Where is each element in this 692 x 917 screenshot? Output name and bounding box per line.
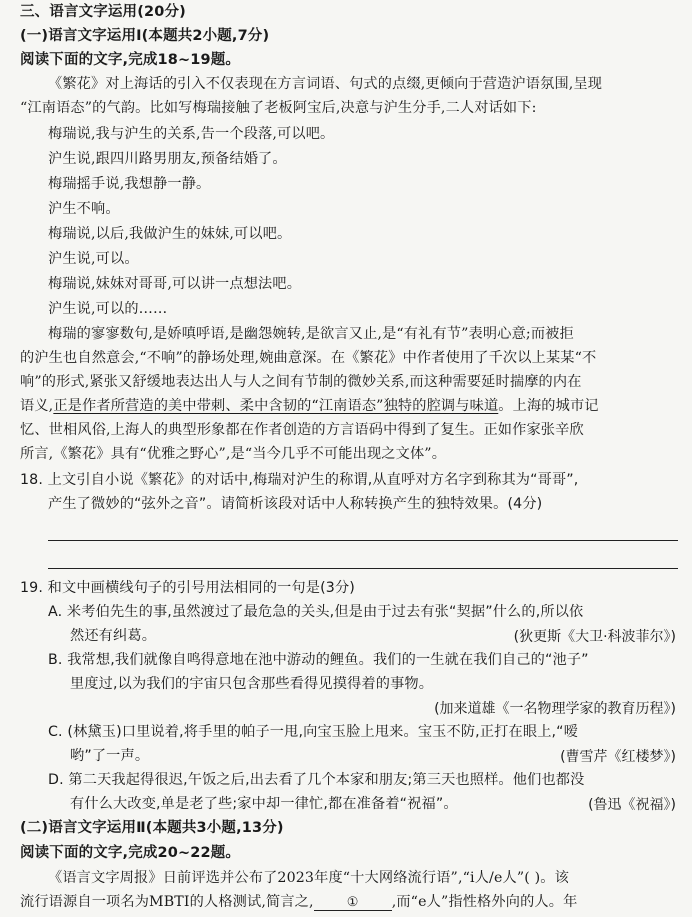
q19-option-b-source: (加来道雄《一名物理学家的教育历程》)	[434, 701, 676, 717]
analysis-line1: 梅瑞的寥寥数句,是娇嗔呼语,是幽怨婉转,是欲言又止,是“有礼有节”表明心意;而被拒	[48, 326, 574, 342]
passage1-intro-line2: “江南语态”的气韵。比如写梅瑞接触了老板阿宝后,决意与沪生分手,二人对话如下:	[20, 100, 537, 116]
analysis-line2: 的沪生也自然意会,“不响”的静场处理,婉曲意深。在《繁花》中作者使用了千次以上某某“不	[20, 350, 597, 366]
q19-option-d-line1: D. 第二天我起得很迟,午饭之后,出去看了几个本家和朋友;第三天也照样。他们也都没	[48, 772, 585, 788]
analysis-line4	[20, 396, 678, 416]
underlined-sentence: 正是作者所营造的美中带刺、柔中含韧的“江南语态”独特的腔调与味道	[53, 398, 499, 414]
q19-option-b-line2: 里度过,以为我们的宇宙只包含那些看得见摸得着的事物。	[70, 676, 434, 692]
dialogue-line: 沪生说,可以。	[48, 251, 139, 267]
passage2-line2-post: ,而“e人”指性格外向的人。年	[391, 894, 578, 910]
q19-option-c-source: (曹雪芹《红楼梦》)	[560, 749, 676, 765]
analysis-line6: 所言,《繁花》具有“优雅之野心”,是“当今几乎不可能出现之文体”。	[20, 446, 447, 462]
dialogue-line: 梅瑞说,妹妹对哥哥,可以讲一点想法吧。	[48, 276, 302, 292]
q19-stem: 19. 和文中画横线句子的引号用法相同的一句是(3分)	[20, 580, 355, 596]
part2-title: (二)语言文字运用Ⅱ(本题共3小题,13分)	[20, 820, 284, 836]
q19-option-d-line2: 有什么大改变,单是老了些;家中却一律忙,都在准备着“祝福”。	[70, 796, 458, 812]
dialogue-line: 沪生说,可以的……	[48, 301, 168, 317]
answer-line	[48, 540, 678, 541]
analysis-line4-post: 。上海的城市记	[498, 398, 599, 414]
dialogue-line: 沪生不响。	[48, 201, 120, 217]
q18-line2: 产生了微妙的“弦外之音”。请简析该段对话中人称转换产生的独特效果。(4分)	[48, 496, 543, 512]
fill-blank-1: ①	[314, 895, 392, 911]
passage2-line2	[20, 892, 678, 912]
dialogue-line: 梅瑞说,我与沪生的关系,告一个段落,可以吧。	[48, 126, 335, 142]
part2-instruction: 阅读下面的文字,完成20~22题。	[20, 845, 241, 861]
q19-option-a-source: (狄更斯《大卫·科波菲尔》)	[513, 629, 676, 645]
analysis-line4-pre: 语义,	[20, 398, 54, 414]
passage2-line1: 《语言文字周报》日前评选并公布了2023年度“十大网络流行语”,“i人/e人”( )。该	[48, 870, 569, 886]
q19-option-d-source: (鲁迅《祝福》)	[588, 797, 676, 813]
q19-option-a-line2: 然还有纠葛。	[70, 628, 157, 644]
dialogue-line: 梅瑞说,以后,我做沪生的妹妹,可以吧。	[48, 226, 292, 242]
part1-instruction: 阅读下面的文字,完成18~19题。	[20, 52, 241, 68]
part1-title: (一)语言文字运用Ⅰ(本题共2小题,7分)	[20, 28, 270, 44]
dialogue-line: 沪生说,跟四川路男朋友,预备结婚了。	[48, 151, 287, 167]
passage1-intro-line1: 《繁花》对上海话的引入不仅表现在方言词语、句式的点缀,更倾向于营造沪语氛围,呈现	[48, 76, 603, 92]
q19-option-c-line2: 哟”了一声。	[70, 748, 150, 764]
answer-line	[48, 568, 678, 569]
q19-option-a-line1: A. 米考伯先生的事,虽然渡过了最危急的关头,但是由于过去有张“契据”什么的,所以依	[48, 604, 584, 620]
dialogue-line: 梅瑞摇手说,我想静一静。	[48, 176, 211, 192]
analysis-line5: 忆、世相风俗,上海人的典型形象都在作者创造的方言语码中得到了复生。正如作家张辛欣	[20, 422, 584, 438]
q18-line1: 18. 上文引自小说《繁花》的对话中,梅瑞对沪生的称谓,从直呼对方名字到称其为“哥哥”,	[20, 472, 579, 488]
q19-option-c-line1: C. (林黛玉)口里说着,将手里的帕子一甩,向宝玉脸上甩来。宝玉不防,正打在眼上,“嗳	[48, 724, 579, 740]
analysis-line3: 响”的形式,紧张又舒缓地表达出人与人之间有节制的微妙关系,而这种需要延时揣摩的内在	[20, 374, 582, 390]
q19-option-b-line1: B. 我常想,我们就像自鸣得意地在池中游动的鲤鱼。我们的一生就在我们自己的“池子”	[48, 652, 589, 668]
passage2-line2-pre: 流行语源自一项名为MBTI的人格测试,简言之,	[20, 894, 314, 910]
section-title: 三、语言文字运用(20分)	[20, 4, 186, 20]
